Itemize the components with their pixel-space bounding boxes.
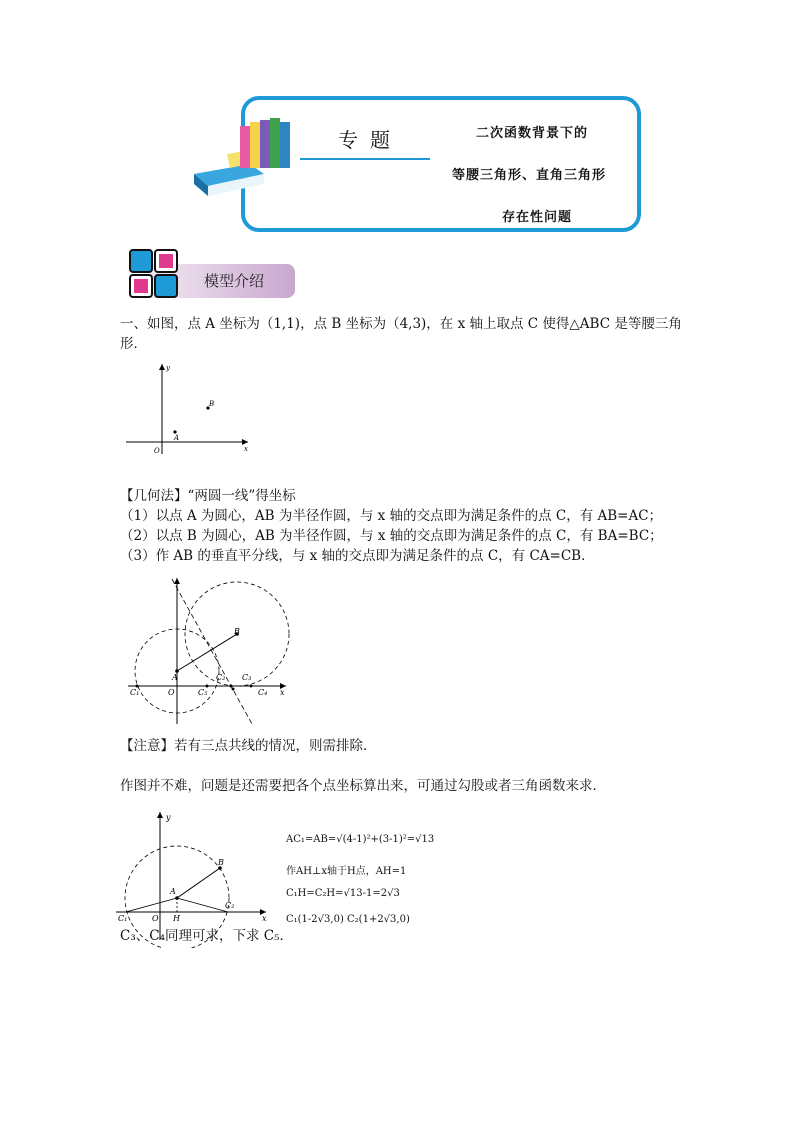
fig2-c5-label: C₅ — [198, 688, 208, 697]
explain-text: 作图并不难，问题是还需要把各个点坐标算出来，可通过勾股或者三角函数来求． — [120, 778, 606, 794]
fig3-x-label: x — [262, 914, 267, 923]
banner-title-line1: 二次函数背景下的 — [476, 126, 589, 141]
fig3-origin-label: O — [152, 914, 159, 923]
books-icon — [190, 108, 310, 198]
problem-line2: 形． — [120, 336, 147, 352]
segment-ab — [177, 868, 220, 898]
banner-label: 专题 — [338, 128, 402, 152]
figure-2 — [120, 574, 300, 732]
fig2-c4-label: C₄ — [258, 688, 268, 697]
banner-divider — [300, 158, 430, 160]
fig2-x-label: x — [280, 688, 285, 697]
formula-1: AC₁=AB=√(4-1)²+(3-1)²=√13 — [286, 834, 435, 845]
banner-title-line2: 等腰三角形、直角三角形 — [452, 168, 607, 183]
segment-ac1 — [126, 898, 177, 912]
formula-2: 作AH⊥x轴于H点，AH=1 — [286, 866, 407, 877]
fig1-x-label: x — [244, 445, 248, 453]
method-step1: （1）以点 A 为圆心，AB 为半径作圆，与 x 轴的交点即为满足条件的点 C，有 AB=AC； — [120, 508, 663, 524]
banner-title-line3: 存在性问题 — [502, 210, 573, 225]
fig3-c1-label: C₁ — [118, 914, 128, 923]
fig1-a-label: A — [174, 434, 180, 442]
fig2-c3-label: C₃ — [242, 673, 252, 682]
method-step3: （3）作 AB 的垂直平分线，与 x 轴的交点即为满足条件的点 C，有 CA=CB． — [120, 548, 595, 564]
final-line: C₃、C₄同理可求，下求 C₅． — [120, 928, 294, 944]
segment-ac2 — [177, 898, 228, 912]
fig1-origin-label: O — [154, 447, 160, 455]
fig3-c2-label: C₂ — [225, 901, 235, 910]
method-step2: （2）以点 B 为圆心，AB 为半径作圆，与 x 轴的交点即为满足条件的点 C，有 BA=BC； — [120, 528, 663, 544]
section-tag-label: 模型介绍 — [204, 272, 265, 290]
note-text: 【注意】若有三点共线的情况，则需排除． — [120, 738, 377, 754]
fig1-b-label: B — [209, 400, 215, 408]
fig2-origin-label: O — [168, 688, 175, 697]
method-title: 【几何法】“两圆一线”得坐标 — [120, 488, 296, 504]
fig2-b-label: B — [234, 627, 240, 636]
fig3-a-label: A — [170, 887, 176, 896]
fig3-y-label: y — [166, 813, 171, 822]
fig2-a-label: A — [172, 673, 178, 682]
formula-4: C₁(1-2√3,0) C₂(1+2√3,0) — [286, 914, 410, 925]
problem-line1: 一、如图，点 A 坐标为（1,1)，点 B 坐标为（4,3)，在 x 轴上取点 C 使得△ABC 是等腰三角 — [120, 316, 682, 332]
segment-ab — [177, 634, 237, 671]
fig3-b-label: B — [218, 858, 224, 867]
formula-3: C₁H=C₂H=√13-1=2√3 — [286, 888, 400, 899]
fig2-c2-label: C₂ — [216, 673, 226, 682]
grid-squares-icon — [128, 248, 180, 300]
figure-1 — [120, 358, 260, 458]
perpendicular-bisector — [172, 579, 252, 724]
fig2-c1-label: C₁ — [130, 688, 140, 697]
fig1-y-label: y — [166, 364, 170, 372]
fig3-h-label: H — [173, 914, 180, 923]
